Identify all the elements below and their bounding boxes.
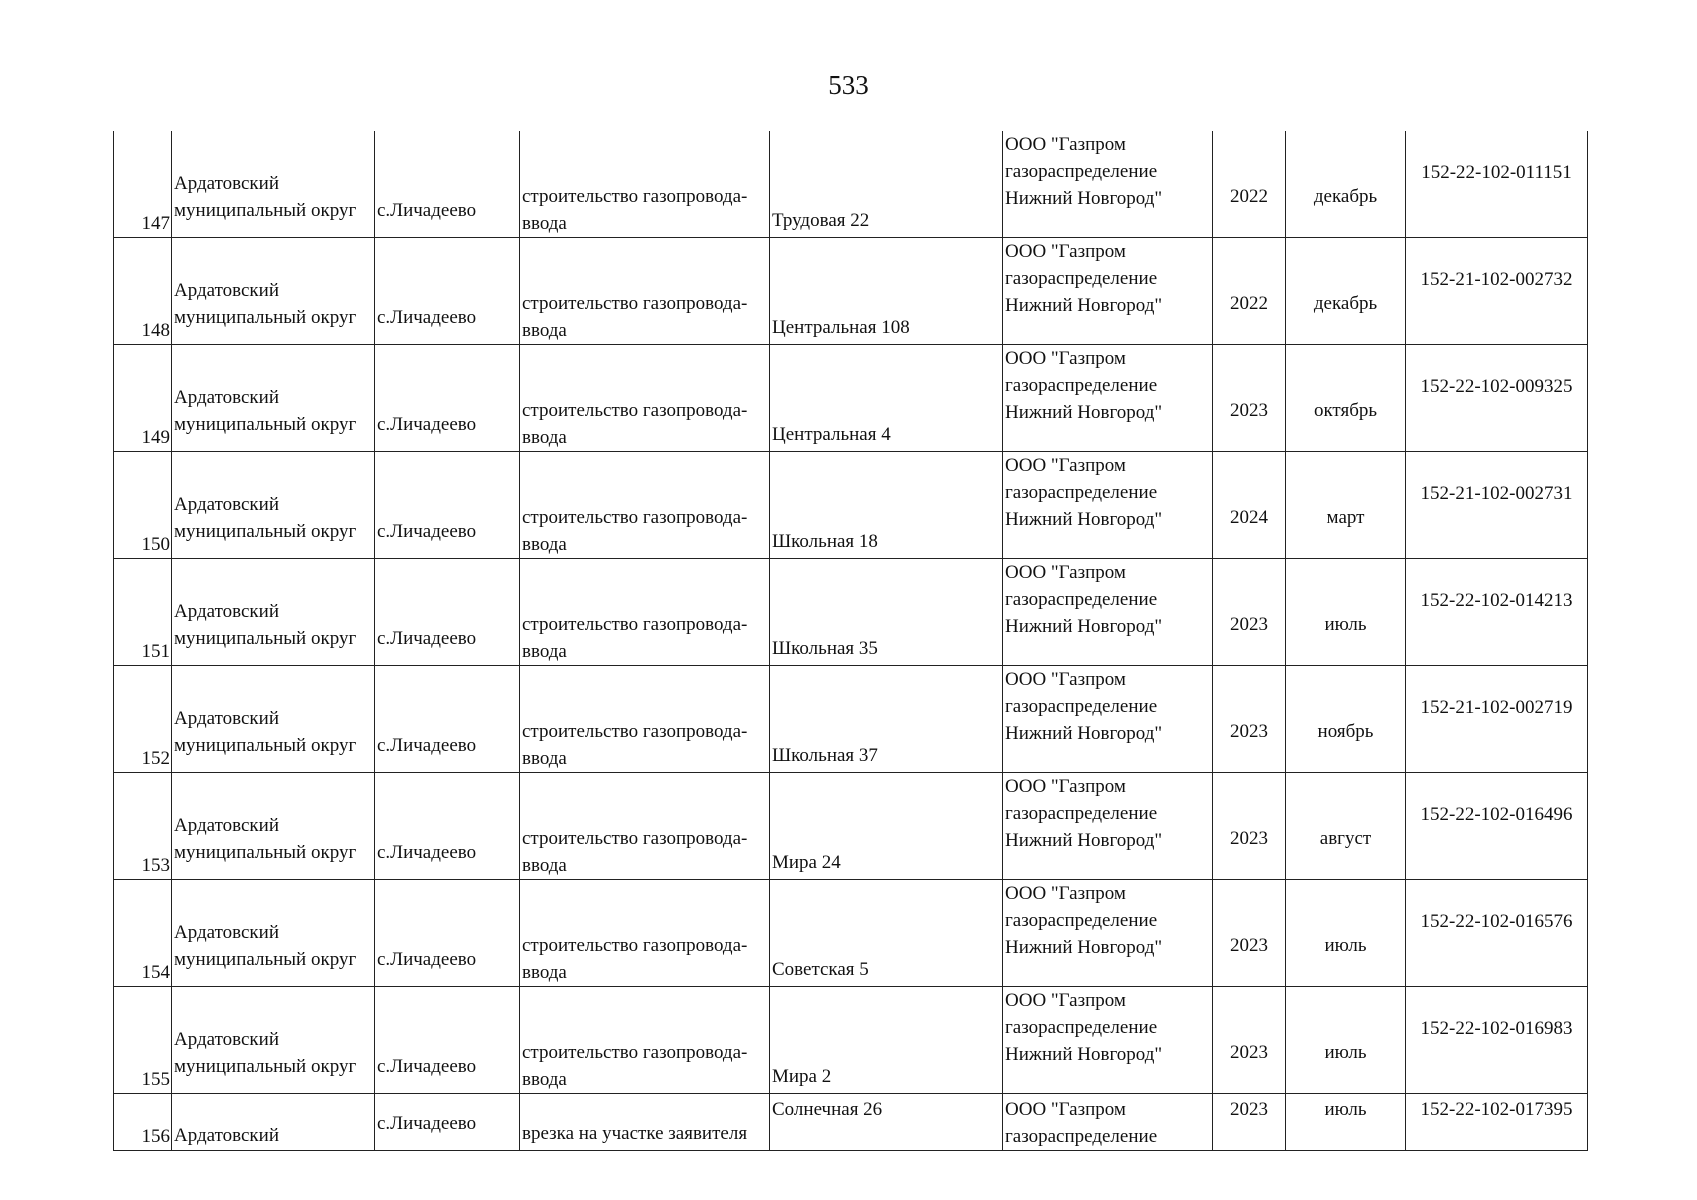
month-cell-text: март (1326, 507, 1365, 528)
district-cell-line: муниципальный округ (174, 842, 357, 863)
row-number: 149 (114, 345, 172, 452)
address-cell (770, 238, 1003, 345)
address-cell-text: Школьная 18 (772, 531, 878, 552)
gas-connection-table (113, 131, 1588, 1151)
month-cell (1286, 987, 1406, 1094)
address-cell-text: Центральная 4 (772, 424, 891, 445)
work-type-cell-line: строительство газопровода- (522, 614, 748, 635)
village-cell-text: с.Личадеево (377, 1055, 477, 1077)
work-type-cell (520, 345, 770, 452)
year-cell (1213, 131, 1286, 238)
table-row (114, 345, 1588, 452)
village-cell (375, 1094, 520, 1151)
district-cell (172, 452, 375, 559)
application-id-cell (1406, 238, 1588, 345)
district-cell (172, 559, 375, 666)
application-id-cell (1406, 131, 1588, 238)
year-cell (1213, 452, 1286, 559)
district-cell-line: муниципальный округ (174, 414, 357, 435)
month-cell-text: август (1319, 828, 1372, 849)
organization-cell (1003, 345, 1213, 452)
organization-cell-line: Нижний Новгород" (1005, 830, 1163, 851)
organization-cell-line: газораспределение (1005, 1017, 1158, 1038)
application-id-cell-text: 152-22-102-009325 (1420, 376, 1573, 397)
organization-cell-line: ООО "Газпром (1005, 776, 1126, 797)
organization-cell-line: ООО "Газпром (1005, 348, 1126, 369)
village-cell-text: с.Личадеево (377, 1112, 477, 1134)
year-cell (1213, 345, 1286, 452)
year-cell (1213, 238, 1286, 345)
village-cell (375, 773, 520, 880)
district-cell-line: Ардатовский (174, 173, 279, 194)
year-cell-text: 2023 (1230, 935, 1268, 956)
address-cell-text: Солнечная 26 (772, 1099, 883, 1120)
village-cell-text: с.Личадеево (377, 627, 477, 649)
row-number: 150 (114, 452, 172, 559)
year-cell (1213, 880, 1286, 987)
application-id-cell (1406, 880, 1588, 987)
work-type-cell-line: строительство газопровода- (522, 400, 748, 421)
month-cell-text: декабрь (1313, 293, 1378, 314)
year-cell-text: 2023 (1230, 1099, 1268, 1120)
organization-cell (1003, 131, 1213, 238)
address-cell-text: Мира 2 (772, 1066, 832, 1087)
address-cell (770, 559, 1003, 666)
application-id-cell-text: 152-22-102-017395 (1420, 1099, 1573, 1120)
address-cell (770, 773, 1003, 880)
year-cell-text: 2023 (1230, 721, 1268, 742)
organization-cell-line: газораспределение (1005, 696, 1158, 717)
table-row (114, 559, 1588, 666)
work-type-cell (520, 131, 770, 238)
row-number: 152 (114, 666, 172, 773)
table-row (114, 880, 1588, 987)
month-cell-text: октябрь (1313, 400, 1378, 421)
application-id-cell-text: 152-22-102-016576 (1420, 911, 1573, 932)
organization-cell-line: Нижний Новгород" (1005, 188, 1163, 209)
organization-cell-line: газораспределение (1005, 1126, 1158, 1147)
district-cell (172, 666, 375, 773)
month-cell (1286, 666, 1406, 773)
organization-cell-line: ООО "Газпром (1005, 241, 1126, 262)
application-id-cell-text: 152-22-102-016496 (1420, 804, 1573, 825)
address-cell-text: Школьная 35 (772, 638, 878, 659)
row-number: 151 (114, 559, 172, 666)
work-type-cell (520, 666, 770, 773)
year-cell-text: 2023 (1230, 614, 1268, 635)
year-cell (1213, 987, 1286, 1094)
district-cell-line: Ардатовский (174, 280, 279, 301)
month-cell (1286, 880, 1406, 987)
organization-cell-line: Нижний Новгород" (1005, 295, 1163, 316)
application-id-cell (1406, 666, 1588, 773)
district-cell-line: муниципальный округ (174, 200, 357, 221)
organization-cell (1003, 987, 1213, 1094)
organization-cell-line: ООО "Газпром (1005, 1099, 1126, 1120)
address-cell (770, 880, 1003, 987)
village-cell-text: с.Личадеево (377, 306, 477, 328)
work-type-cell (520, 559, 770, 666)
village-cell-text: с.Личадеево (377, 734, 477, 756)
work-type-cell-line: строительство газопровода- (522, 507, 748, 528)
village-cell (375, 880, 520, 987)
organization-cell-line: газораспределение (1005, 589, 1158, 610)
year-cell (1213, 773, 1286, 880)
village-cell-text: с.Личадеево (377, 199, 477, 221)
table-row (114, 238, 1588, 345)
district-cell-line: муниципальный округ (174, 521, 357, 542)
month-cell (1286, 131, 1406, 238)
village-cell (375, 131, 520, 238)
organization-cell (1003, 773, 1213, 880)
district-cell-line: муниципальный округ (174, 1056, 357, 1077)
district-cell-line: Ардатовский (174, 494, 279, 515)
work-type-cell (520, 452, 770, 559)
year-cell (1213, 559, 1286, 666)
district-cell (172, 238, 375, 345)
address-cell (770, 666, 1003, 773)
district-cell-line: Ардатовский (174, 922, 279, 943)
village-cell (375, 238, 520, 345)
organization-cell-line: Нижний Новгород" (1005, 1044, 1163, 1065)
year-cell-text: 2023 (1230, 1042, 1268, 1063)
year-cell-text: 2022 (1230, 293, 1268, 314)
work-type-cell-line: ввода (522, 641, 567, 662)
application-id-cell-text: 152-22-102-014213 (1420, 590, 1573, 611)
district-cell-line: муниципальный округ (174, 307, 357, 328)
organization-cell-line: Нижний Новгород" (1005, 509, 1163, 530)
work-type-cell-line: строительство газопровода- (522, 721, 748, 742)
month-cell-text: декабрь (1313, 186, 1378, 207)
application-id-cell (1406, 452, 1588, 559)
address-cell-text: Трудовая 22 (772, 210, 870, 231)
table-row (114, 773, 1588, 880)
district-cell-line: Ардатовский (174, 601, 279, 622)
address-cell-text: Центральная 108 (772, 317, 910, 338)
village-cell-text: с.Личадеево (377, 841, 477, 863)
application-id-cell (1406, 773, 1588, 880)
district-cell-line: муниципальный округ (174, 949, 357, 970)
village-cell-text: с.Личадеево (377, 413, 477, 435)
month-cell-text: июль (1324, 935, 1367, 956)
table-row (114, 987, 1588, 1094)
month-cell-text: июль (1324, 1099, 1367, 1120)
organization-cell (1003, 559, 1213, 666)
month-cell-text: ноябрь (1317, 721, 1374, 742)
page-number: 533 (828, 70, 869, 100)
district-cell-line: Ардатовский (174, 387, 279, 408)
row-number: 156 (114, 1094, 172, 1151)
year-cell (1213, 666, 1286, 773)
year-cell (1213, 1094, 1286, 1151)
district-cell (172, 131, 375, 238)
organization-cell-line: ООО "Газпром (1005, 455, 1126, 476)
district-cell-line: муниципальный округ (174, 735, 357, 756)
application-id-cell (1406, 987, 1588, 1094)
district-cell-line: Ардатовский (174, 1124, 279, 1146)
organization-cell-line: Нижний Новгород" (1005, 402, 1163, 423)
address-cell (770, 345, 1003, 452)
work-type-cell-line: строительство газопровода- (522, 828, 748, 849)
work-type-cell-line: ввода (522, 534, 567, 555)
row-number: 155 (114, 987, 172, 1094)
organization-cell-line: газораспределение (1005, 161, 1158, 182)
work-type-cell (520, 1094, 770, 1151)
address-cell-text: Советская 5 (772, 959, 869, 980)
application-id-cell (1406, 559, 1588, 666)
work-type-cell-line: ввода (522, 855, 567, 876)
application-id-cell (1406, 1094, 1588, 1151)
organization-cell-line: газораспределение (1005, 910, 1158, 931)
address-cell-text: Мира 24 (772, 852, 841, 873)
month-cell-text: июль (1324, 1042, 1367, 1063)
district-cell (172, 773, 375, 880)
month-cell (1286, 1094, 1406, 1151)
work-type-cell-line: строительство газопровода- (522, 186, 748, 207)
work-type-cell-line: врезка на участке заявителя (522, 1123, 748, 1144)
organization-cell-line: газораспределение (1005, 482, 1158, 503)
month-cell (1286, 345, 1406, 452)
row-number: 148 (114, 238, 172, 345)
district-cell (172, 880, 375, 987)
district-cell-line: Ардатовский (174, 815, 279, 836)
organization-cell-line: газораспределение (1005, 268, 1158, 289)
table-row (114, 452, 1588, 559)
work-type-cell (520, 773, 770, 880)
address-cell (770, 452, 1003, 559)
district-cell (172, 345, 375, 452)
organization-cell-line: Нижний Новгород" (1005, 723, 1163, 744)
work-type-cell-line: ввода (522, 320, 567, 341)
organization-cell (1003, 1094, 1213, 1151)
work-type-cell-line: ввода (522, 427, 567, 448)
table-body (114, 131, 1588, 1151)
row-number: 154 (114, 880, 172, 987)
organization-cell-line: ООО "Газпром (1005, 990, 1126, 1011)
district-cell-line: Ардатовский (174, 1029, 279, 1050)
organization-cell-line: ООО "Газпром (1005, 562, 1126, 583)
month-cell (1286, 452, 1406, 559)
district-cell (172, 1094, 375, 1151)
application-id-cell (1406, 345, 1588, 452)
year-cell-text: 2023 (1230, 400, 1268, 421)
address-cell-text: Школьная 37 (772, 745, 878, 766)
organization-cell-line: ООО "Газпром (1005, 669, 1126, 690)
year-cell-text: 2024 (1230, 507, 1268, 528)
row-number: 147 (114, 131, 172, 238)
organization-cell-line: газораспределение (1005, 375, 1158, 396)
work-type-cell (520, 238, 770, 345)
organization-cell (1003, 666, 1213, 773)
application-id-cell-text: 152-21-102-002719 (1420, 697, 1573, 718)
work-type-cell-line: ввода (522, 213, 567, 234)
month-cell (1286, 773, 1406, 880)
work-type-cell-line: строительство газопровода- (522, 1042, 748, 1063)
work-type-cell (520, 880, 770, 987)
organization-cell-line: Нижний Новгород" (1005, 616, 1163, 637)
year-cell-text: 2022 (1230, 186, 1268, 207)
organization-cell (1003, 452, 1213, 559)
year-cell-text: 2023 (1230, 828, 1268, 849)
village-cell (375, 666, 520, 773)
work-type-cell-line: строительство газопровода- (522, 935, 748, 956)
month-cell (1286, 238, 1406, 345)
address-cell (770, 131, 1003, 238)
organization-cell (1003, 880, 1213, 987)
work-type-cell-line: ввода (522, 962, 567, 983)
application-id-cell-text: 152-22-102-011151 (1421, 162, 1572, 183)
work-type-cell-line: строительство газопровода- (522, 293, 748, 314)
work-type-cell-line: ввода (522, 748, 567, 769)
village-cell-text: с.Личадеево (377, 520, 477, 542)
organization-cell-line: газораспределение (1005, 803, 1158, 824)
row-number: 153 (114, 773, 172, 880)
address-cell (770, 987, 1003, 1094)
application-id-cell-text: 152-21-102-002731 (1420, 483, 1573, 504)
village-cell (375, 987, 520, 1094)
village-cell (375, 345, 520, 452)
table-row (114, 1094, 1588, 1151)
organization-cell-line: Нижний Новгород" (1005, 937, 1163, 958)
village-cell (375, 452, 520, 559)
district-cell (172, 987, 375, 1094)
work-type-cell-line: ввода (522, 1069, 567, 1090)
month-cell (1286, 559, 1406, 666)
table-row (114, 131, 1588, 238)
village-cell-text: с.Личадеево (377, 948, 477, 970)
month-cell-text: июль (1324, 614, 1367, 635)
organization-cell (1003, 238, 1213, 345)
address-cell (770, 1094, 1003, 1151)
village-cell (375, 559, 520, 666)
organization-cell-line: ООО "Газпром (1005, 883, 1126, 904)
district-cell-line: муниципальный округ (174, 628, 357, 649)
district-cell-line: Ардатовский (174, 708, 279, 729)
application-id-cell-text: 152-21-102-002732 (1420, 269, 1573, 290)
application-id-cell-text: 152-22-102-016983 (1420, 1018, 1573, 1039)
table-row (114, 666, 1588, 773)
organization-cell-line: ООО "Газпром (1005, 134, 1126, 155)
work-type-cell (520, 987, 770, 1094)
